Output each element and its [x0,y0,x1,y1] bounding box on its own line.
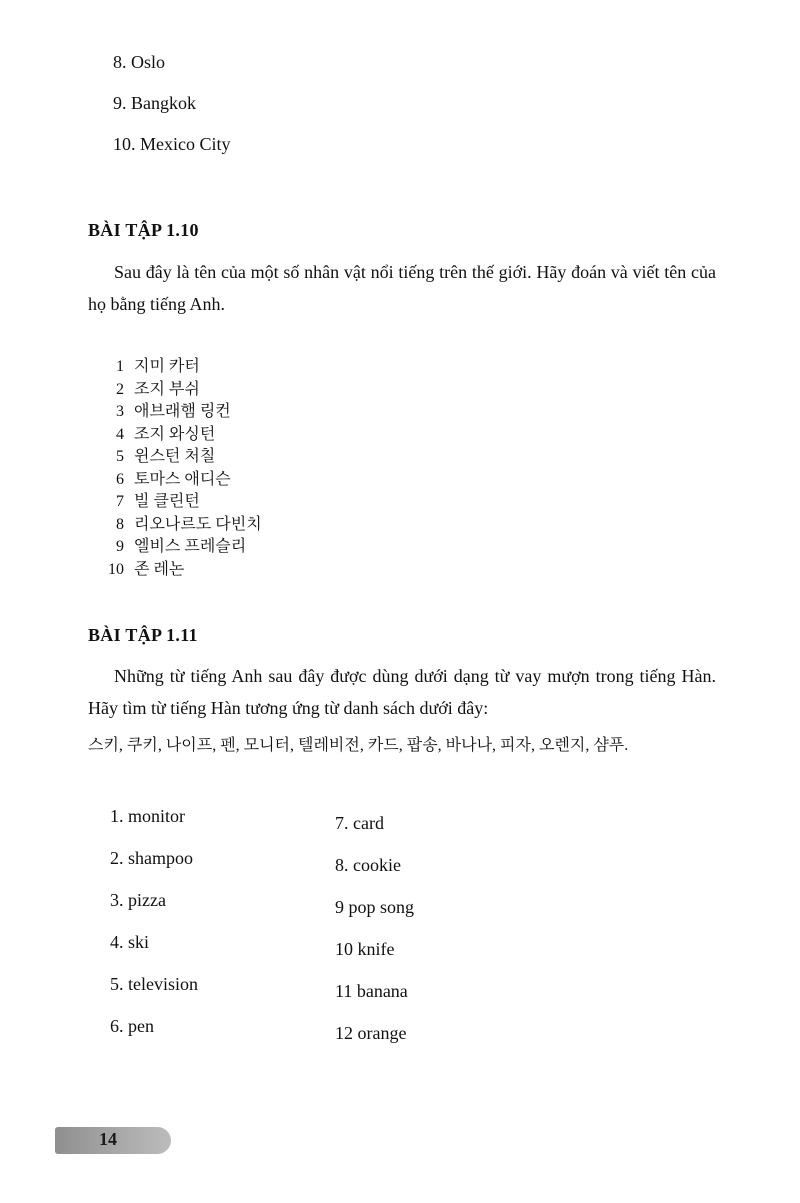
answer-columns [110,806,590,1065]
korean-name-item [104,446,262,469]
item-number: 2 [116,380,124,398]
page-number-tab [55,1127,171,1154]
item-text: 애브래햄 링컨 [134,403,231,420]
korean-name-item [104,401,262,424]
item-text: 지미 카터 [134,358,200,375]
item-text: 존 레논 [134,560,185,578]
item-number: 5 [116,448,124,465]
page-number: 14 [99,1129,117,1149]
answer-item: 9 pop song [335,897,415,917]
item-number: 6 [116,470,124,488]
korean-name-item [104,514,262,537]
answer-item: 1. monitor [110,806,185,826]
korean-name-item [104,469,262,492]
item-text: 윈스턴 처칠 [134,448,216,465]
korean-name-item [104,424,262,447]
exercise-1-10-instruction: Sau đây là tên của một số nhân vật nổi tiếng trên thế giới. Hãy đoán và viết tên của họ bằng tiếng Anh. [88,262,716,314]
exercise-1-11-title: BÀI TẬP 1.11 [88,625,198,645]
answer-item: 11 banana [335,981,408,1001]
exercise-1-10-title: BÀI TẬP 1.10 [88,220,199,240]
item-text: 엘비스 프레슬리 [134,538,247,555]
korean-name-item [104,379,262,402]
korean-name-item [104,356,262,379]
korean-name-item [104,559,262,582]
item-number: 1 [116,358,124,375]
item-text: 리오나르도 다빈치 [134,515,262,533]
answer-item: 6. pen [110,1016,154,1036]
answer-item: 12 orange [335,1023,407,1043]
list-item: 9. Bangkok [113,93,196,113]
answer-item: 2. shampoo [110,848,193,868]
korean-word-bank: 스키, 쿠키, 나이프, 펜, 모니터, 텔레비전, 카드, 팝송, 바나나, 피자, 오렌지, 샴푸. [88,737,629,754]
answer-list-right [335,813,414,1065]
answer-item: 8. cookie [335,855,401,875]
korean-name-list [104,356,262,581]
item-number: 7 [116,493,124,510]
item-number: 9 [116,538,124,555]
list-item: 10. Mexico City [113,134,231,154]
korean-name-item [104,491,262,514]
answer-item: 7. card [335,813,384,833]
item-number: 3 [116,403,124,420]
item-text: 조지 와싱턴 [134,425,216,443]
answer-item: 5. television [110,974,198,994]
item-text: 토마스 애디슨 [134,470,231,488]
exercise-1-11-instruction: Những từ tiếng Anh sau đây được dùng dưới dạng từ vay mượn trong tiếng Hàn. Hãy tìm từ tiếng Hàn tương ứng từ danh sách dưới đây: [88,666,716,718]
item-text: 빌 클린턴 [134,493,200,510]
answer-item: 10 knife [335,939,395,959]
answer-item: 3. pizza [110,890,166,910]
top-list [113,52,231,175]
answer-item: 4. ski [110,932,150,952]
item-number: 4 [116,425,124,443]
korean-name-item [104,536,262,559]
item-number: 8 [116,515,124,533]
item-number: 10 [108,560,124,578]
answer-list-left [110,806,335,1065]
list-item: 8. Oslo [113,52,166,72]
item-text: 조지 부쉬 [134,380,200,398]
